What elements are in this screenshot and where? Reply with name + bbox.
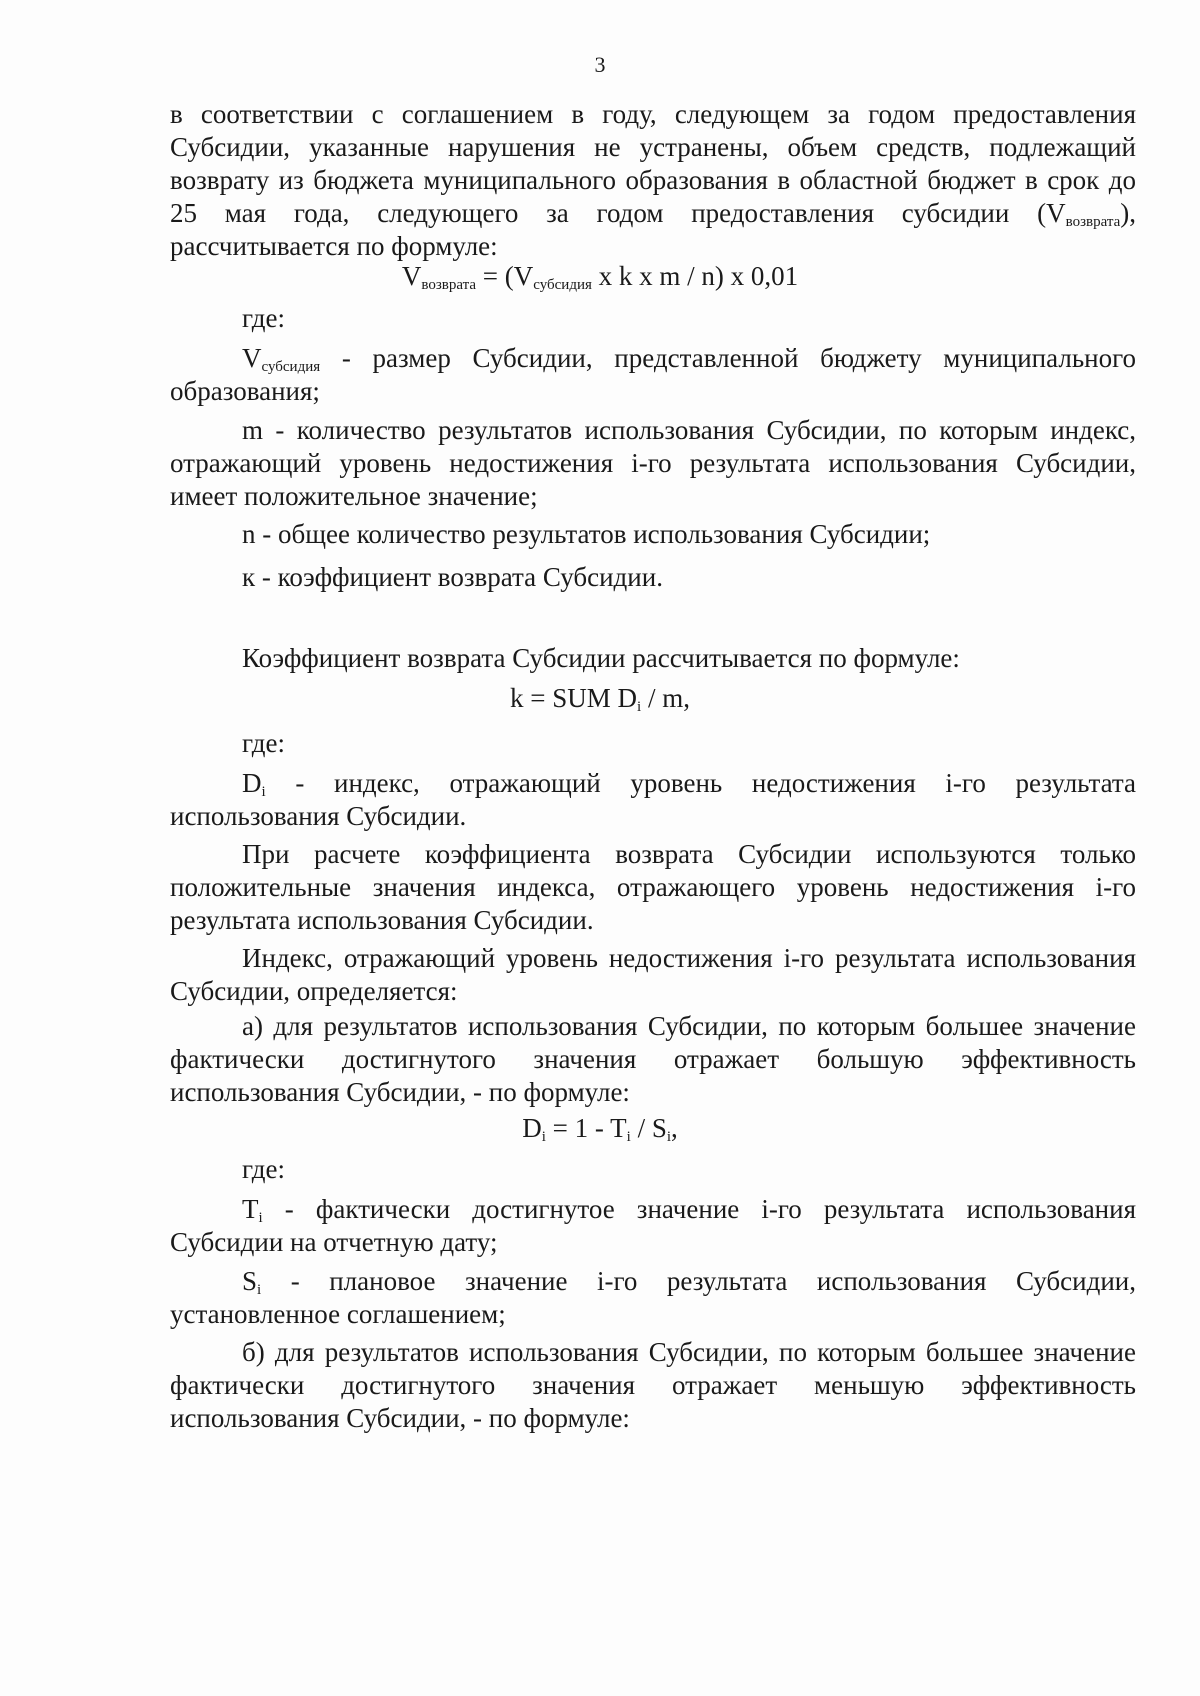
case-b-paragraph: б) для результатов использования Субсидии, по которым большее значение фактически достигнутого значения отражает меньшую эффективность использования Субсидии, - по формуле: (170, 1337, 1136, 1433)
where-label-3: где: (242, 1154, 285, 1184)
definition-t: $T_i$ - фактически достигнутое значение i-го результата использования Субсидии на отчетную дату; (170, 1194, 1136, 1257)
page-number: 3 (594, 52, 606, 77)
case-a-paragraph: а) для результатов использования Субсидии, по которым большее значение фактически достигнутого значения отражает большую эффективность использования Субсидии, - по формуле: (170, 1011, 1136, 1107)
return-volume-formula: $V_{возврата} = (V_{субсидия}$ x k x m / n) x 0,01 (401, 261, 799, 293)
intro-paragraph (170, 98, 1136, 263)
where-label-2: где: (242, 728, 285, 758)
coefficient-intro: Коэффициент возврата Субсидии рассчитывается по формуле: (242, 643, 960, 673)
definition-v-subsidy: $V_{субсидия}$ - размер Субсидии, представленной бюджету муниципального образования; (170, 343, 1136, 406)
intro-text: в соответствии с соглашением в году, следующем за годом предоставления Субсидии, указанные нарушения не устранены, объем средств, подлежащий возврату из бюджета муниципального образования в областной бюджет в срок до 25 мая года, следующего за годом предоставления субсидии (V (170, 99, 1136, 228)
intro-tail: ), рассчитывается по формуле: (170, 198, 1136, 261)
definition-m: m - количество результатов использования Субсидии, по которым индекс, отражающий уровень недостижения i-го результата использования Субсидии, имеет положительное значение; (170, 415, 1136, 511)
definition-k: к - коэффициент возврата Субсидии. (242, 562, 663, 592)
index-formula-a: $D_i = 1 - T_i / S_i$, (522, 1113, 678, 1145)
definition-d: $D_i$ - индекс, отражающий уровень недостижения i-го результата использования Субсидии. (170, 768, 1136, 831)
intro-subscript: возврата (1065, 214, 1121, 230)
where-label-1: где: (242, 303, 285, 333)
definition-n: n - общее количество результатов использования Субсидии; (242, 519, 931, 549)
coefficient-formula: k = SUM $D_i$ / m, (510, 683, 690, 715)
positive-values-note: При расчете коэффициента возврата Субсидии используются только положительные значения индекса, отражающего уровень недостижения i-го результата использования Субсидии. (170, 839, 1136, 935)
definition-s: $S_i$ - плановое значение i-го результата использования Субсидии, установленное соглашением; (170, 1266, 1136, 1329)
index-definition: Индекс, отражающий уровень недостижения i-го результата использования Субсидии, определяется: (170, 943, 1136, 1006)
